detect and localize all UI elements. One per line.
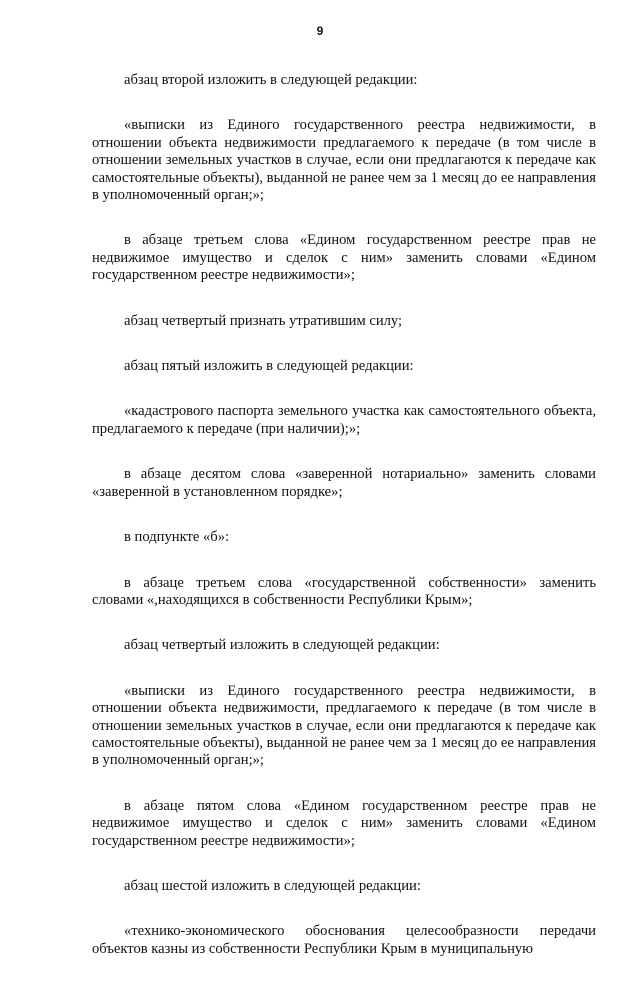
paragraph-3: в абзаце третьем слова «Едином государственном реестре прав не недвижимое имущество и сделок с ним» заменить словами «Едином государственном реестре недвижимости»; bbox=[92, 232, 596, 284]
paragraph-11: «выписки из Единого государственного реестра недвижимости, в отношении объекта недвижимости, предлагаемого к передаче (в том числе в отношении земельных участков в случае, если они предлагаются к передаче как самостоятельные объекты), выданной не ранее чем за 1 месяц до ее направления в уполномоченный орган;»; bbox=[92, 682, 596, 769]
paragraph-1: абзац второй изложить в следующей редакции: bbox=[124, 72, 418, 88]
paragraph-10: абзац четвертый изложить в следующей редакции: bbox=[124, 637, 440, 654]
paragraph-13: абзац шестой изложить в следующей редакции: bbox=[124, 877, 421, 894]
paragraph-14: «технико-экономического обоснования целесообразности передачи объектов казны из собственности Республики Крым в муниципальную bbox=[92, 923, 596, 957]
paragraph-9: в абзаце третьем слова «государственной собственности» заменить словами «,находящихся в собственности Республики Крым»; bbox=[92, 574, 596, 608]
paragraph-12: в абзаце пятом слова «Едином государственном реестре прав не недвижимое имущество и сделок с ним» заменить словами «Едином государственном реестре недвижимости»; bbox=[92, 797, 596, 849]
paragraph-5: абзац пятый изложить в следующей редакции: bbox=[124, 358, 414, 375]
paragraph-8: в подпункте «б»: bbox=[124, 529, 230, 546]
paragraph-7: в абзаце десятом слова «заверенной нотариально» заменить словами «заверенной в установленном порядке»; bbox=[92, 466, 596, 500]
paragraph-6: «кадастрового паспорта земельного участка как самостоятельного объекта, предлагаемого к передаче (при наличии);»; bbox=[92, 403, 596, 437]
paragraph-2: «выписки из Единого государственного реестра недвижимости, в отношении объекта недвижимости предлагаемого к передаче (в том числе в отношении земельных участков в случае, если они предлагаются к передаче как самостоятельные объекты), выданной не ранее чем за 1 месяц до ее направления в уполномоченный орган;»; bbox=[92, 117, 596, 204]
document-body bbox=[92, 72, 596, 986]
paragraph-4: абзац четвертый признать утратившим силу; bbox=[124, 312, 403, 329]
page-number: 9 bbox=[316, 24, 324, 38]
